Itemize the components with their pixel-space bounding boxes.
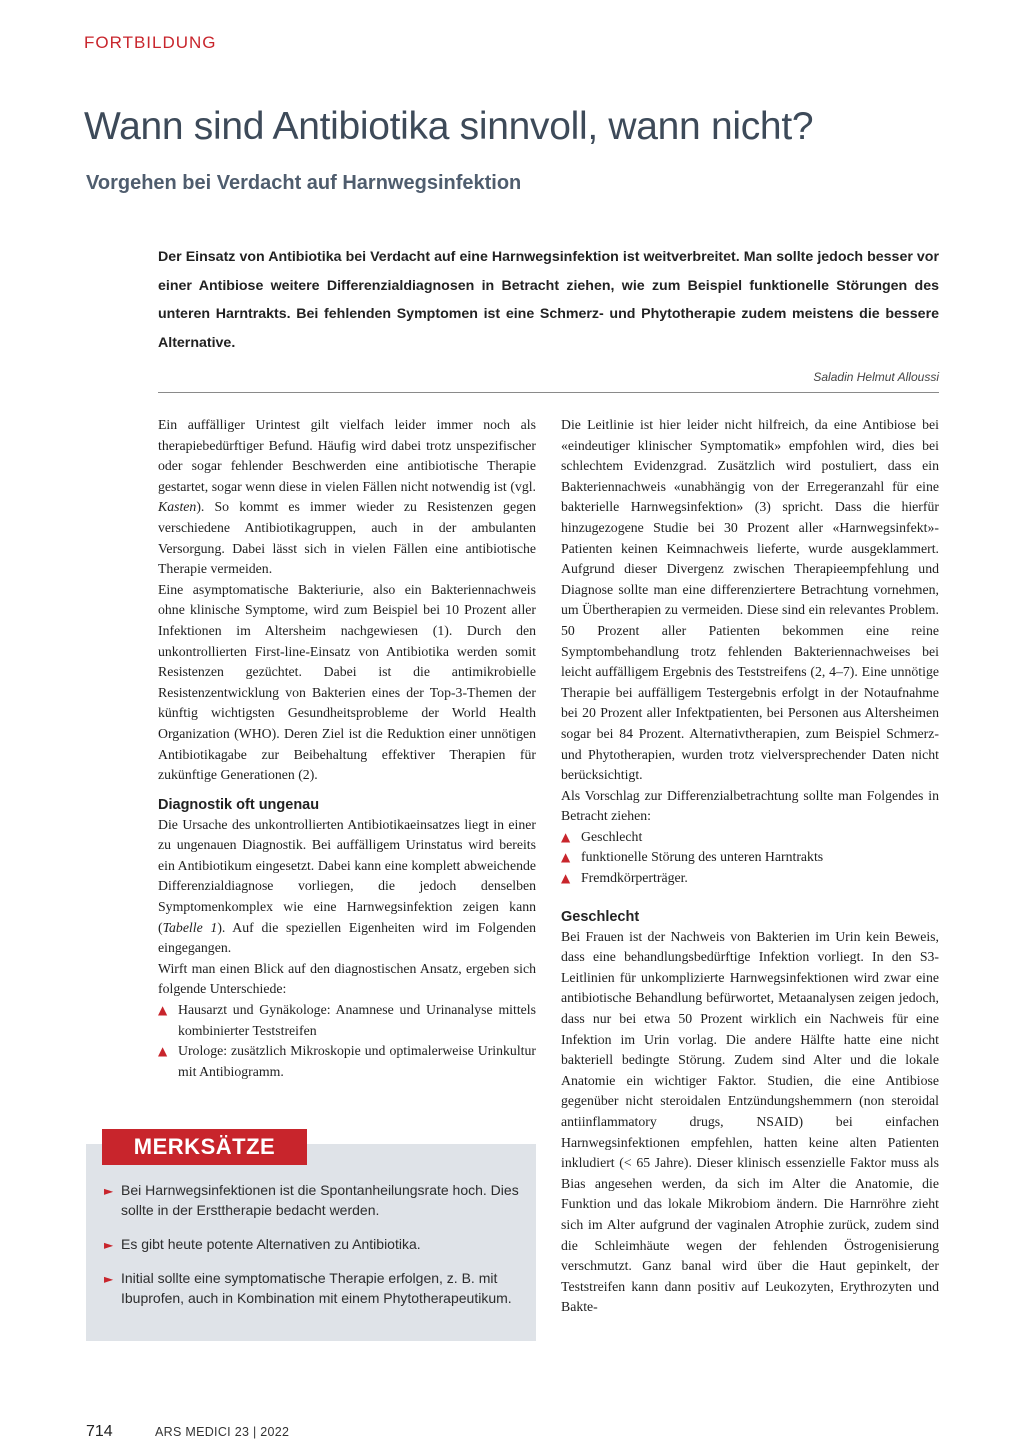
- paragraph: Bei Frauen ist der Nachweis von Bakterien im Urin kein Beweis, dass eine behandlungsbedürftige Infektion vorliegt. In den S3-Leitlinien für unkomplizierte Harnwegsinfektionen wird zwar eine antibiotische Behandlung befürwortet, Metaanalysen zeigen jedoch, dass nur bei etwa 50 Prozent wirklich ein Nachweis für eine Infektion im Urin vorlag. Die andere Hälfte hatte eine nicht bakteriell bedingte Störung. Zudem sind Alter und die lokale Anatomie ein wichtiger Faktor. Studien, die eine Antibiose gegenüber nicht steroidalen Entzündungshemmern (non steroidal antiinflammatory drugs, NSAID) bei einfachen Harnwegsinfektionen empfehlen, hatten keine alten Patienten inkludiert (< 65 Jahre). Dieser klinisch essenzielle Faktor muss als Bias angesehen werden, da sich im Alter die Anatomie, die Funktion und das lokale Mikrobiom ändern. Die Harnröhre zieht sich im Alter aufgrund der vaginalen Atrophie zurück, zudem sind die Schleimhäute wegen der fehlenden Östrogenisierung verschmutzt. Ganz banal wird über die Haut gepinkelt, der Teststreifen kann dann positiv auf Leukozyten, Erythrozyten und Bakte-: [561, 928, 939, 1315]
- paragraph: Als Vorschlag zur Differenzialbetrachtung sollte man Folgendes in Betracht ziehen:: [561, 787, 939, 824]
- page-title: Wann sind Antibiotika sinnvoll, wann nicht?: [84, 105, 814, 148]
- paragraph: Eine asymptomatische Bakteriurie, also ein Bakteriennachweis ohne klinische Symptome, wird zum Beispiel bei 10 Prozent aller Infektionen im Altersheim nachgewiesen (1). Durch den unkontrollierten First-line-Einsatz von Antibiotika werden somit Resistenzen gezüchtet. Dabei ist die antimikrobielle Resistenzentwicklung von Bakterien eines der Top-3-Themen der künftig wichtigsten Gesundheitsprobleme der World Health Organization (WHO). Deren Ziel ist die Reduktion einer unnötigen Antibiotikagabe zur Beibehaltung effektiver Therapien für zukünftige Generationen (2).: [158, 581, 536, 783]
- bullet-list: [158, 1000, 536, 1082]
- page-number: 714: [86, 1423, 113, 1440]
- list-item: ▲ Hausarzt und Gynäkologe: Anamnese und Urinanalyse mittels kombinierter Teststreifen: [158, 1002, 536, 1038]
- triangle-bullet-icon: ▲: [158, 1044, 168, 1059]
- merksatz-item: ► Initial sollte eine symptomatische Therapie erfolgen, z. B. mit Ibuprofen, auch in Kombination mit einem Phytotherapeutikum.: [104, 1270, 512, 1306]
- list-item: ▲ Geschlecht: [561, 827, 939, 848]
- journal-name: ARS MEDICI 23 | 2022: [155, 1425, 290, 1439]
- arrow-bullet-icon: ►: [104, 1272, 114, 1286]
- triangle-bullet-icon: ▲: [561, 871, 571, 886]
- section-label: FORTBILDUNG: [84, 33, 217, 52]
- merksaetze-label: MERKSÄTZE: [102, 1129, 307, 1165]
- paragraph: Die Leitlinie ist hier leider nicht hilfreich, da eine Antibiose bei «eindeutiger klinischer Symptomatik» empfohlen wird, dies bei schlechtem Evidenzgrad. Zusätzlich wird postuliert, dass ein Bakteriennachweis «unabhängig von der Erregeranzahl für eine bakterielle Harnwegsinfektion» (3) spricht. Dass die hierfür hinzugezogene Studie bei 30 Prozent aller «Harnwegsinfekt»-Patienten keinen Keimnachweis lieferte, wurde ausgeklammert. Aufgrund dieser Divergenz zwischen Therapieempfehlung und Diagnose sollte man eine differenziertere Betrachtung vornehmen, um Übertherapien zu vermeiden. Diese sind ein relevantes Problem. 50 Prozent aller Patienten bekommen eine reine Symptombehandlung trotz fehlenden Bakteriennachweises bei leicht auffälligem Ergebnis des Teststreifens (2, 4–7). Eine unnötige Therapie bei auffälligem Testergebnis erfolgt in der Notaufnahme bei 20 Prozent aller Infektpatienten, bei Personen aus Altersheimen sogar bei 84 Prozent. Alternativtherapien, zum Beispiel Schmerz- und Phytotherapien, wurden trotz vielversprechender Daten nicht berücksichtigt.: [561, 417, 939, 783]
- triangle-bullet-icon: ▲: [158, 1003, 168, 1018]
- paragraph: Die Ursache des unkontrollierten Antibiotikaeinsatzes liegt in einer zu ungenauen Diagnostik. Bei auffälligem Urinstatus wird bereits ein Antibiotikum eingesetzt. Dabei kann eine komplett abweichende Differenzialdiagnose vorliegen, die jedoch denselben Symptomenkomplex wie eine Harnwegsinfektion zeigen kann (Tabelle 1). Auf die speziellen Eigenheiten wird im Folgenden eingegangen.: [158, 816, 536, 956]
- merksatz-item: ► Es gibt heute potente Alternativen zu Antibiotika.: [104, 1234, 522, 1254]
- bullet-list: [561, 827, 939, 889]
- page-subtitle: Vorgehen bei Verdacht auf Harnwegsinfektion: [86, 172, 522, 194]
- lead-paragraph: Der Einsatz von Antibiotika bei Verdacht auf eine Harnwegsinfektion ist weitverbreitet. Man sollte jedoch besser vor einer Antibiose weitere Differenzialdiagnosen in Betracht ziehen, wie zum Beispiel funktionelle Störungen des unteren Harntrakts. Bei fehlenden Symptomen ist eine Schmerz- und Phytotherapie zudem meistens die bessere Alternative.: [158, 249, 939, 351]
- arrow-bullet-icon: ►: [104, 1184, 114, 1198]
- divider: [158, 392, 939, 393]
- triangle-bullet-icon: ▲: [561, 829, 571, 844]
- left-column: [158, 415, 536, 1082]
- arrow-bullet-icon: ►: [104, 1238, 114, 1252]
- author-name: Saladin Helmut Alloussi: [813, 370, 939, 384]
- list-item: ▲ Urologe: zusätzlich Mikroskopie und optimalerweise Urinkultur mit Antibiogramm.: [158, 1043, 536, 1079]
- section-heading: Diagnostik oft ungenau: [158, 796, 320, 813]
- right-column: [561, 415, 939, 1318]
- list-item: ▲ Fremdkörperträger.: [561, 868, 939, 889]
- paragraph: Wirft man einen Blick auf den diagnostischen Ansatz, ergeben sich folgende Unterschiede:: [158, 960, 536, 997]
- paragraph: Ein auffälliger Urintest gilt vielfach leider immer noch als therapiebedürftiger Befund. Häufig wird dabei trotz unspezifischer oder sogar fehlender Beschwerden eine antibiotische Therapie gestartet, sogar wenn diese in vielen Fällen nicht notwendig ist (vgl. Kasten). So kommt es immer wieder zu Resistenzen gegen verschiedene Antibiotikagruppen, auch in der ambulanten Versorgung. Dabei lässt sich in vielen Fällen eine antibiotische Therapie vermeiden.: [158, 417, 536, 577]
- emphasis: Tabelle 1: [162, 919, 218, 935]
- triangle-bullet-icon: ▲: [561, 850, 571, 865]
- emphasis: Kasten: [158, 499, 197, 515]
- section-heading: Geschlecht: [561, 908, 640, 925]
- list-item: ▲ funktionelle Störung des unteren Harntrakts: [561, 847, 939, 868]
- merksatz-item: ► Bei Harnwegsinfektionen ist die Spontanheilungsrate hoch. Dies sollte in der Ersttherapie bedacht werden.: [104, 1182, 519, 1218]
- merksaetze-list: [104, 1180, 522, 1322]
